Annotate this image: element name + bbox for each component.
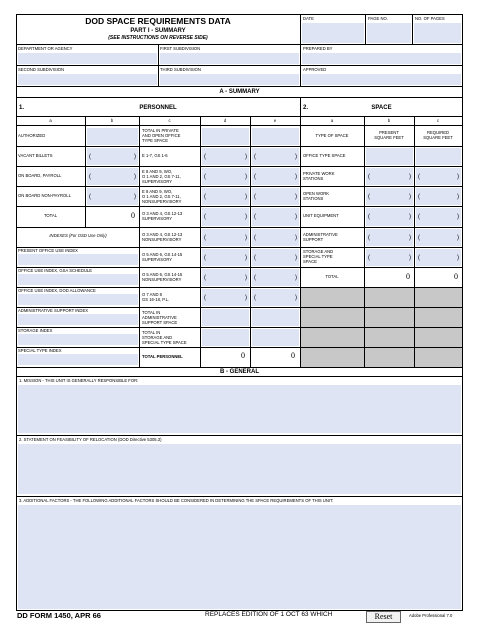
on-board-non-payroll-label: ON BOARD NON-PAYROLL: [18, 193, 71, 198]
open-paren: (: [204, 174, 206, 180]
grade-line: SUPERVISORY: [142, 216, 173, 221]
grade-o3-4-sup: [142, 211, 182, 221]
open-paren: (: [254, 214, 256, 220]
grade-o5-6-sup: [142, 252, 182, 262]
space-col-c: c: [436, 118, 440, 123]
date-label: DATE: [303, 16, 314, 21]
required-sq-ft-header: [414, 130, 462, 140]
close-paren: ): [134, 194, 136, 200]
total-personnel-e-value: 0: [291, 351, 295, 360]
close-paren: ): [295, 154, 297, 160]
no-of-pages-label: NO. OF PAGES: [415, 16, 445, 21]
close-paren: ): [134, 174, 136, 180]
close-paren: ): [245, 214, 247, 220]
space-total-label: TOTAL: [325, 274, 339, 279]
present-sq-ft-header: [364, 130, 414, 140]
additional-factors-label: 3. ADDITIONAL FACTORS - THE FOLLOWING ADDITIONAL FACTORS SHOULD BE CONSIDERED IN DETERMINING THE SPACE REQUIREMENTS OF THIS UNIT:: [19, 498, 334, 503]
close-paren: ): [295, 214, 297, 220]
total-private-open-d-field[interactable]: [202, 128, 249, 145]
third-subdivision-field[interactable]: [160, 74, 299, 85]
divider: [300, 267, 463, 268]
divider: [300, 307, 463, 308]
col-d: d: [223, 118, 227, 123]
open-paren: (: [204, 255, 206, 261]
grade-line: TOTAL IN: [142, 330, 161, 335]
e1-7-d-field[interactable]: [202, 148, 249, 165]
space-title: SPACE: [371, 105, 392, 111]
additional-factors-field[interactable]: [18, 505, 461, 609]
on-board-payroll-field[interactable]: [87, 168, 138, 185]
o7-8-d-field[interactable]: [202, 289, 249, 306]
form-right-border: [462, 14, 463, 610]
close-paren: ): [457, 235, 459, 241]
personnel-title: PERSONNEL: [139, 105, 177, 111]
storage-special-d-field[interactable]: [202, 329, 249, 346]
form-number: DD FORM 1450, APR 66: [17, 611, 101, 620]
open-paren: (: [368, 214, 370, 220]
unit-equipment-label: UNIT EQUIPMENT: [303, 213, 339, 218]
prepared-by-label: PREPARED BY: [303, 46, 333, 51]
e1-7-e-field[interactable]: [252, 148, 299, 165]
space-total-required-value: 0: [454, 272, 458, 281]
grade-line: O 1 AND 2, GS 7-11,: [142, 174, 181, 179]
label-line: SPACE: [303, 259, 317, 264]
o5-6-sup-d-field[interactable]: [202, 249, 249, 266]
open-paren: (: [418, 214, 420, 220]
first-subdivision-field[interactable]: [160, 53, 299, 64]
e8-9-sup-e-field[interactable]: [252, 168, 299, 185]
divider: [139, 347, 300, 348]
o3-4-nonsup-d-field[interactable]: [202, 229, 249, 246]
label-line: STORAGE AND: [303, 249, 334, 254]
relocation-label: 2. STATEMENT ON FEASIBILITY OF RELOCATION (DOD Directive 5305.3): [19, 437, 162, 442]
grade-e1-7: E 1-7, GS 1-6: [142, 153, 168, 158]
grade-line: TYPE SPACE: [142, 138, 168, 143]
close-paren: ): [457, 214, 459, 220]
close-paren: ): [409, 174, 411, 180]
grade-line: O 3 AND 4, GS 12-13: [142, 232, 183, 237]
divider: [200, 116, 201, 367]
col-c: c: [168, 118, 171, 123]
authorized-label: AUTHORIZED: [18, 133, 46, 138]
grade-total-storage-special: [142, 330, 187, 345]
divider: [300, 206, 463, 207]
open-paren: (: [254, 235, 256, 241]
o3-4-sup-d-field[interactable]: [202, 208, 249, 226]
col-a: a: [49, 118, 52, 123]
open-paren: (: [368, 235, 370, 241]
admin-support-e-field[interactable]: [252, 309, 299, 326]
second-subdivision-field[interactable]: [18, 74, 157, 85]
grade-line: SUPERVISORY: [142, 179, 173, 184]
authorized-field[interactable]: [87, 128, 138, 145]
header-line: SQUARE FEET: [374, 135, 404, 140]
department-field[interactable]: [18, 53, 157, 64]
page-no-label: PAGE NO.: [368, 16, 388, 21]
divider: [16, 166, 140, 167]
open-paren: (: [204, 235, 206, 241]
close-paren: ): [295, 194, 297, 200]
divider: [300, 347, 463, 348]
total-value: 0: [131, 211, 135, 220]
part-title: PART I - SUMMARY: [130, 28, 186, 34]
open-work-required-field[interactable]: [416, 188, 461, 205]
grade-o5-6-nonsup: [142, 272, 182, 282]
section-a-title: A - SUMMARY: [219, 89, 260, 95]
grade-line: TOTAL IN PRIVATE: [142, 128, 179, 133]
grade-line: O 1 AND 2, GS 7-11,: [142, 194, 181, 199]
close-paren: ): [245, 295, 247, 301]
office-type-space-label: OFFICE TYPE SPACE: [303, 153, 346, 158]
storage-special-e-field[interactable]: [252, 329, 299, 346]
o5-6-nonsup-e-field[interactable]: [252, 269, 299, 286]
open-paren: (: [204, 154, 206, 160]
open-paren: (: [368, 174, 370, 180]
indexes-label: INDEXES (For OSD Use Only): [49, 233, 107, 238]
o3-4-nonsup-e-field[interactable]: [252, 229, 299, 246]
grade-line: GS 16-18, P.L.: [142, 297, 170, 302]
section-b-title: B - GENERAL: [220, 369, 259, 375]
divider: [139, 186, 300, 187]
relocation-field[interactable]: [18, 444, 461, 494]
grade-total-admin-support: [142, 310, 177, 325]
close-paren: ): [409, 255, 411, 261]
grade-line: NONSUPERVISORY: [142, 199, 182, 204]
close-paren: ): [245, 194, 247, 200]
approved-field[interactable]: [302, 74, 461, 85]
divider: [16, 116, 463, 117]
grade-total-private-open: [142, 128, 180, 143]
administrative-support-index-label: ADMINISTRATIVE SUPPORT INDEX: [18, 308, 89, 313]
label-line: SPECIAL TYPE: [303, 254, 333, 259]
form-title: DOD SPACE REQUIREMENTS DATA: [85, 16, 231, 26]
close-paren: ): [295, 275, 297, 281]
o5-6-nonsup-d-field[interactable]: [202, 269, 249, 286]
close-paren: ): [245, 275, 247, 281]
grade-line: TOTAL IN: [142, 310, 161, 315]
o3-4-sup-e-field[interactable]: [252, 208, 299, 226]
divider: [16, 125, 463, 126]
unit-equipment-required-field[interactable]: [416, 208, 461, 226]
o5-6-sup-e-field[interactable]: [252, 249, 299, 266]
e8-9-sup-d-field[interactable]: [202, 168, 249, 185]
close-paren: ): [134, 154, 136, 160]
open-paren: (: [418, 174, 420, 180]
close-paren: ): [245, 174, 247, 180]
divider: [139, 287, 300, 288]
divider: [412, 14, 413, 44]
space-total-present-value: 0: [406, 272, 410, 281]
office-use-index-gsa-field[interactable]: [18, 274, 138, 285]
close-paren: ): [409, 194, 411, 200]
header-line: SQUARE FEET: [423, 135, 453, 140]
header-line: REQUIRED: [426, 130, 450, 135]
department-label: DEPARTMENT OR AGENCY: [18, 46, 73, 51]
admin-support-d-field[interactable]: [202, 309, 249, 326]
vacant-billets-field[interactable]: [87, 148, 138, 165]
page-no-field[interactable]: [367, 23, 411, 43]
office-type-present-field[interactable]: [366, 148, 413, 165]
header-line: PRESENT: [379, 130, 399, 135]
close-paren: ): [295, 235, 297, 241]
second-subdivision-label: SECOND SUBDIVISION: [18, 67, 65, 72]
grade-line: SUPERVISORY: [142, 257, 173, 262]
storage-special-type-label: [303, 249, 333, 264]
divider: [16, 496, 463, 497]
grade-line: SUPPORT SPACE: [142, 320, 178, 325]
mission-label: 1. MISSION - THIS UNIT IS GENERALLY RESPONSIBLE FOR:: [19, 378, 139, 383]
total-personnel-d-value: 0: [241, 351, 245, 360]
open-paren: (: [204, 214, 206, 220]
grade-line: E 8 AND 9, WO,: [142, 169, 173, 174]
divider: [139, 227, 300, 228]
divider: [139, 307, 300, 308]
close-paren: ): [457, 255, 459, 261]
divider: [85, 116, 86, 227]
office-use-index-dod-field[interactable]: [18, 294, 138, 305]
open-paren: (: [204, 295, 206, 301]
administrative-support-label: [303, 232, 338, 242]
on-board-payroll-label: ON BOARD, PAYROLL: [18, 173, 62, 178]
special-type-index-field[interactable]: [18, 354, 138, 365]
space-col-a: a: [330, 118, 334, 123]
open-paren: (: [368, 255, 370, 261]
space-number: 2.: [303, 105, 309, 111]
close-paren: ): [295, 174, 297, 180]
storage-special-required-field[interactable]: [416, 249, 461, 266]
private-work-required-field[interactable]: [416, 168, 461, 185]
divider: [16, 376, 463, 377]
grade-o3-4-nonsup: [142, 232, 182, 242]
grade-line: NONSUPERVISORY: [142, 237, 182, 242]
instructions-note: (SEE INSTRUCTIONS ON REVERSE SIDE): [108, 35, 208, 41]
personnel-number: 1.: [19, 105, 25, 111]
grade-line: AND OPEN OFFICE: [142, 133, 181, 138]
open-paren: (: [204, 194, 206, 200]
open-work-stations-label: [303, 191, 329, 201]
approved-label: APPROVED: [303, 67, 327, 72]
divider: [300, 227, 463, 228]
divider: [365, 14, 366, 44]
grade-line: O 3 AND 4, GS 12-13: [142, 211, 183, 216]
label-line: PRIVATE WORK: [303, 171, 335, 176]
col-e: e: [273, 118, 277, 123]
label-line: STATIONS: [303, 176, 324, 181]
storage-index-field[interactable]: [18, 334, 138, 345]
admin-support-required-field[interactable]: [416, 229, 461, 246]
close-paren: ): [245, 154, 247, 160]
unit-equipment-present-field[interactable]: [366, 208, 413, 226]
open-paren: (: [89, 174, 91, 180]
divider: [16, 367, 463, 368]
grade-line: O 5 AND 6, GS 14-15: [142, 272, 183, 277]
special-type-index-label: SPECIAL TYPE INDEX: [18, 348, 62, 353]
date-field[interactable]: [302, 23, 364, 43]
close-paren: ): [457, 174, 459, 180]
grade-line: NONSUPERVISORY: [142, 277, 182, 282]
divider: [16, 97, 463, 98]
divider: [16, 206, 140, 207]
divider: [139, 116, 140, 367]
e8-9-nonsup-d-field[interactable]: [202, 188, 249, 205]
form-top-border: [16, 14, 463, 15]
no-of-pages-field[interactable]: [414, 23, 461, 43]
divider: [139, 267, 300, 268]
divider: [16, 146, 140, 147]
form-left-border: [16, 14, 17, 610]
third-subdivision-label: THIRD SUBDIVISION: [160, 67, 201, 72]
grade-line: O 5 AND 6, GS 14-15: [142, 252, 183, 257]
grade-line: SPECIAL TYPE SPACE: [142, 340, 187, 345]
open-paren: (: [254, 255, 256, 261]
divider: [16, 44, 463, 45]
administrative-support-index-field[interactable]: [18, 314, 138, 325]
divider: [139, 146, 300, 147]
divider: [300, 166, 463, 167]
close-paren: ): [409, 214, 411, 220]
reset-button[interactable]: Reset: [366, 611, 401, 623]
open-paren: (: [254, 194, 256, 200]
present-office-use-index-label: PRESENT OFFICE USE INDEX: [18, 248, 78, 253]
office-use-index-dod-label: OFFICE USE INDEX, DOD ALLOWANCE: [18, 288, 96, 293]
adobe-version: Adobe Professional 7.0: [409, 613, 453, 618]
grade-total-personnel: TOTAL PERSONNEL: [142, 354, 183, 359]
open-paren: (: [89, 194, 91, 200]
divider: [16, 65, 463, 66]
type-of-space-header: TYPE OF SPACE: [315, 133, 349, 138]
first-subdivision-label: FIRST SUBDIVISION: [160, 46, 201, 51]
close-paren: ): [409, 235, 411, 241]
office-use-index-gsa-label: OFFICE USE INDEX, GSA SCHEDULE: [18, 268, 92, 273]
open-paren: (: [418, 255, 420, 261]
open-paren: (: [254, 295, 256, 301]
prepared-by-field[interactable]: [302, 53, 461, 64]
open-work-present-field[interactable]: [366, 188, 413, 205]
divider: [16, 186, 140, 187]
divider: [300, 14, 301, 44]
grade-line: ADMINISTRATIVE: [142, 315, 177, 320]
label-line: ADMINISTRATIVE: [303, 232, 338, 237]
open-paren: (: [418, 194, 420, 200]
space-col-b: b: [387, 118, 391, 123]
open-paren: (: [418, 235, 420, 241]
grade-o7-8: [142, 292, 169, 302]
divider: [139, 247, 300, 248]
open-paren: (: [254, 275, 256, 281]
close-paren: ): [245, 255, 247, 261]
close-paren: ): [245, 235, 247, 241]
divider: [300, 247, 463, 248]
divider: [139, 206, 300, 207]
divider: [16, 86, 463, 87]
replaces-note: REPLACES EDITION OF 1 OCT 63 WHICH: [205, 611, 333, 618]
vacant-billets-label: VACANT BILLETS: [18, 153, 53, 158]
grade-line: O 7 AND 8: [142, 292, 163, 297]
mission-field[interactable]: [18, 385, 461, 433]
close-paren: ): [295, 255, 297, 261]
divider: [16, 435, 463, 436]
label-line: OPEN WORK: [303, 191, 330, 196]
e8-9-nonsup-e-field[interactable]: [252, 188, 299, 205]
present-office-use-index-field[interactable]: [18, 254, 138, 265]
divider: [139, 166, 300, 167]
open-paren: (: [368, 194, 370, 200]
storage-special-present-field[interactable]: [366, 249, 413, 266]
total-label: TOTAL: [43, 213, 58, 218]
grade-line: E 8 AND 9, WO,: [142, 189, 173, 194]
divider: [139, 327, 300, 328]
grade-line: STORAGE AND: [142, 335, 173, 340]
open-paren: (: [89, 154, 91, 160]
o7-8-e-field[interactable]: [252, 289, 299, 306]
total-private-open-e-field[interactable]: [252, 128, 299, 145]
private-work-stations-label: [303, 171, 335, 181]
grade-e8-9-sup: [142, 169, 181, 184]
divider: [300, 327, 463, 328]
on-board-non-payroll-field[interactable]: [87, 188, 138, 205]
open-paren: (: [204, 275, 206, 281]
close-paren: ): [295, 295, 297, 301]
open-paren: (: [254, 174, 256, 180]
admin-support-present-field[interactable]: [366, 229, 413, 246]
private-work-present-field[interactable]: [366, 168, 413, 185]
office-type-required-field[interactable]: [416, 148, 461, 165]
grade-e8-9-nonsup: [142, 189, 181, 204]
close-paren: ): [457, 194, 459, 200]
label-line: STATIONS: [303, 196, 324, 201]
divider: [16, 227, 140, 228]
open-paren: (: [254, 154, 256, 160]
divider: [300, 146, 463, 147]
divider: [250, 116, 251, 367]
label-line: SUPPORT: [303, 237, 324, 242]
divider: [300, 186, 463, 187]
col-b: b: [110, 118, 114, 123]
storage-index-label: STORAGE INDEX: [18, 328, 53, 333]
